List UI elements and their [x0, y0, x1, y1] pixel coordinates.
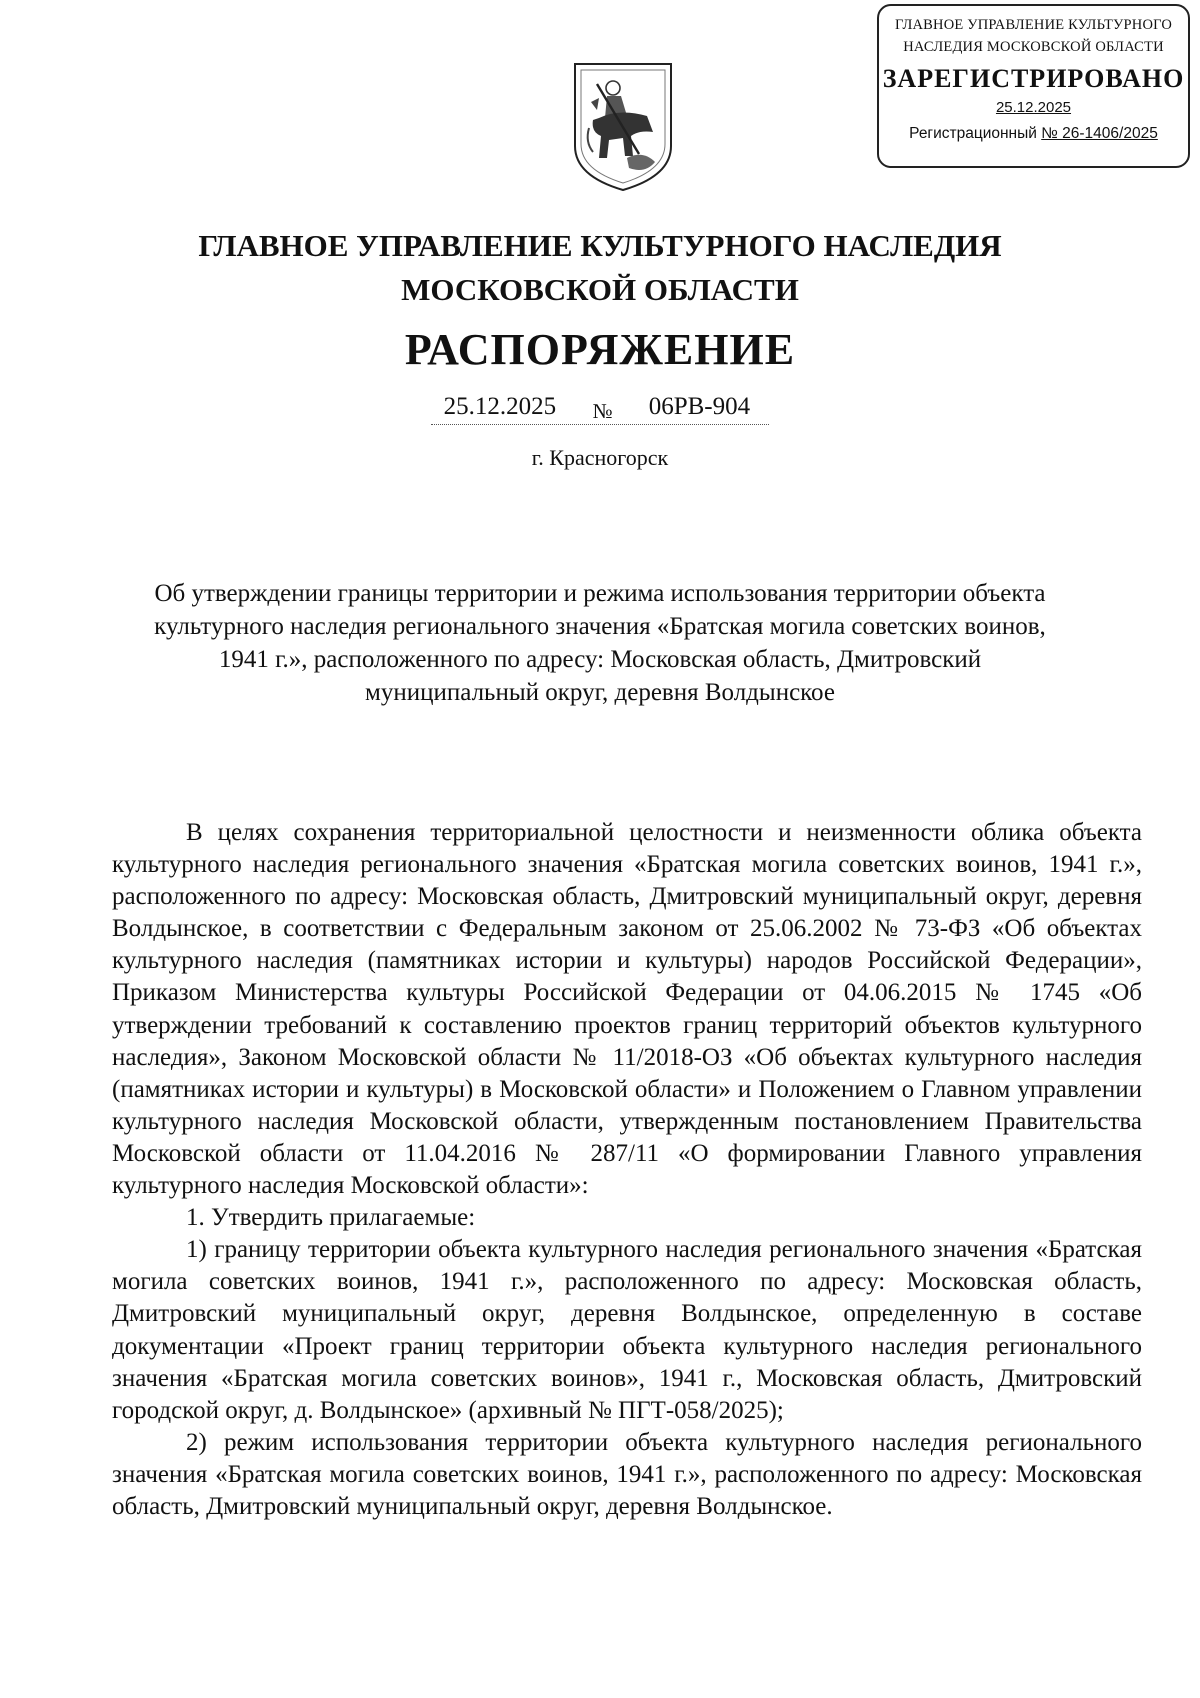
subject-line1: Об утверждении границы территории и режима использования территории объекта	[154, 580, 1046, 607]
document-place: г. Красногорск	[531, 445, 669, 470]
clause-1-2: 2) режим использования территории объекта культурного наследия регионального значения «Братская могила советских воинов, 1941 г.», расположенного по адресу: Московская область, Дмитровский муниципальный округ, деревня Волдынское.	[112, 1428, 1142, 1520]
stamp-reg-label: Регистрационный	[909, 125, 1042, 142]
document-body	[112, 817, 1142, 1523]
stamp-reg-number	[879, 124, 1188, 144]
stamp-org-line1: ГЛАВНОЕ УПРАВЛЕНИЕ КУЛЬТУРНОГО	[894, 17, 1173, 33]
document-number: 06РВ-904	[648, 393, 751, 420]
subject-line2: культурного наследия регионального значения «Братская могила советских воинов,	[154, 613, 1046, 640]
document-date-value: 25.12.2025	[443, 393, 557, 420]
stamp-date: 25.12.2025	[995, 99, 1072, 116]
date-number-line	[0, 390, 1200, 425]
document-subject	[120, 577, 1080, 709]
stamp-org-line2: НАСЛЕДИЯ МОСКОВСКОЙ ОБЛАСТИ	[903, 39, 1164, 55]
organization-title	[0, 224, 1200, 312]
registration-stamp	[877, 4, 1190, 168]
clause-1-1: 1) границу территории объекта культурного наследия регионального значения «Братская могила советских воинов, 1941 г.», расположенного по адресу: Московская область, Дмитровский муниципальный округ, деревня Волдынское, определенную в составе документации «Проект границ территории объекта культурного наследия регионального значения «Братская могила советских воинов», 1941 г., Московская область, Дмитровский городской округ, д. Волдынское» (архивный № ПГТ-058/2025);	[112, 1236, 1142, 1424]
preamble-paragraph: В целях сохранения территориальной целостности и неизменности облика объекта культурного наследия регионального значения «Братская могила советских воинов, 1941 г.», расположенного по адресу: Московская область, Дмитровский муниципальный округ, деревня Волдынское, в соответствии с Федеральным законом от 25.06.2002 № 73-ФЗ «Об объектах культурного наследия (памятниках истории и культуры) народов Российской Федерации», Приказом Министерства культуры Российской Федерации от 04.06.2015 № 1745 «Об утверждении требований к составлению проектов границ территорий объектов культурного наследия», Законом Московской области № 11/2018-ОЗ «Об объектах культурного наследия (памятниках истории и культуры) в Московской области» и Положением о Главном управлении культурного наследия Московской области, утвержденным постановлением Правительства Московской области от 11.04.2016 № 287/11 «О формировании Главного управления культурного наследия Московской области»:	[112, 819, 1142, 1200]
organization-title-line1: ГЛАВНОЕ УПРАВЛЕНИЕ КУЛЬТУРНОГО НАСЛЕДИЯ	[198, 228, 1002, 263]
coat-of-arms-icon	[569, 58, 677, 194]
stamp-status: ЗАРЕГИСТРИРОВАНО	[882, 64, 1185, 93]
document-date	[431, 390, 769, 425]
document-type: РАСПОРЯЖЕНИЕ	[404, 325, 796, 374]
stamp-reg-value: № 26-1406/2025	[1041, 125, 1158, 142]
organization-title-line2: МОСКОВСКОЙ ОБЛАСТИ	[401, 272, 799, 307]
clause-1: 1. Утвердить прилагаемые:	[186, 1204, 476, 1232]
subject-line3: 1941 г.», расположенного по адресу: Московская область, Дмитровский	[218, 646, 982, 673]
subject-line4: муниципальный округ, деревня Волдынское	[365, 679, 835, 706]
number-sign: №	[592, 399, 613, 423]
